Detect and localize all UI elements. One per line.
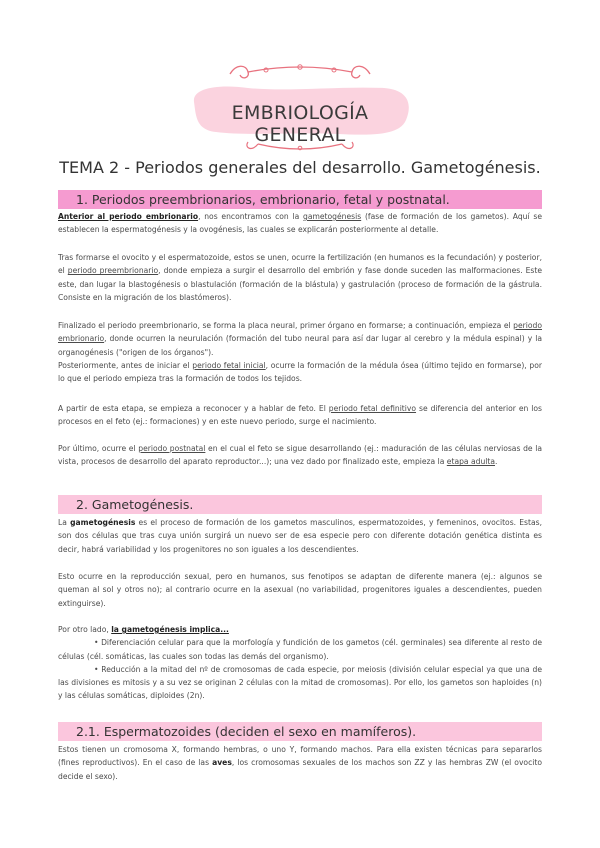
paragraph-8: Por otro lado, la gametogénesis implica... • Diferenciación celular para que la morfología y fundición de los gametos (cél. germinales) sea diferente al resto de células (cél. somáticas, las cuales son todas las demás del organismo). • Reducción a la mitad del nº de cromosomas de cada especie, por meiosis (división celular especial ya que una de las divisiones es mitosis y a su vez se originan 2 células con la mitad de cromosomas). Por ello, los gametos son haploides (n) y las células somáticas, diploides (2n). (58, 625, 542, 701)
banner-title: EMBRIOLOGÍA GENERAL (231, 102, 369, 146)
section-heading-2: 2. Gametogénesis. (58, 495, 542, 514)
bullet-1: • Diferenciación celular para que la morfología y fundición de los gametos (cél. germinales) sea diferente al resto de células (cél. somáticas, las cuales son todas las demás del organismo). (58, 638, 542, 661)
paragraph-9: Estos tienen un cromosoma X, formando hembras, o uno Y, formando machos. Para ella existen técnicas para separarlos (fines reproductivos). En el caso de las aves, los cromosomas sexuales de los machos son ZZ y las hembras ZW (el ovocito decide el sexo). (58, 745, 542, 781)
section-heading-1: 1. Periodos preembrionarios, embrionario, fetal y postnatal. (58, 190, 542, 209)
section-heading-2-1: 2.1. Espermatozoides (deciden el sexo en mamíferos). (58, 722, 542, 741)
paragraph-1-bold: Anterior al periodo embrionario (58, 212, 199, 221)
topic-title: TEMA 2 - Periodos generales del desarrollo. Gametogénesis. (59, 158, 541, 177)
paragraph-6: La gametogénesis es el proceso de formación de los gametos masculinos, espermatozoides, y femeninos, ovocitos. Estas, son dos células que tras cuya unión surgirá un nuevo ser de esa especie pero con diferente dotación genética distinta es decir, habrá variabilidad y los progenitores no son iguales a los descendientes. (58, 518, 542, 554)
paragraph-4: A partir de esta etapa, se empieza a reconocer y a hablar de feto. El periodo fetal definitivo se diferencia del anterior en los procesos en el feto (ej.: formaciones) y en este nuevo periodo, surge el nacimiento. (58, 404, 542, 427)
paragraph-1: Anterior al periodo embrionario, nos encontramos con la gametogénesis (fase de formación de los gametos). Aquí se establecen la espermatogénesis y la ovogénesis, las cuales se explicarán posteriormente al detalle. (58, 212, 542, 235)
paragraph-5: Por último, ocurre el periodo postnatal en el cual el feto se sigue desarrollando (ej.: maduración de las células nerviosas de la vista, procesos de desarrollo del aparato reproductor...); una vez dado por finalizado este, empieza la etapa adulta. (58, 444, 543, 467)
paragraph-3: Finalizado el periodo preembrionario, se forma la placa neural, primer órgano en formarse; a continuación, empieza el periodo embrionario, donde ocurren la neurulación (formación del tubo neural para así dar lugar al cerebro y la médula espinal) y la organogénesis ("origen de los órganos"). Posteriormente, antes de iniciar el periodo fetal inicial, ocurre la formación de la médula ósea (último tejido en formarse), por lo que el periodo empieza tras la formación de todos los tejidos. (58, 321, 542, 384)
paragraph-7: Esto ocurre en la reproducción sexual, pero en humanos, sus fenotipos se adaptan de diferente manera (ej.: algunos se queman al sol y otros no); al contrario ocurre en la asexual (no variabilidad, progenitores iguales a descendientes, pueden extinguirse). (58, 572, 542, 608)
title-banner (188, 62, 412, 154)
bullet-2: • Reducción a la mitad del nº de cromosomas de cada especie, por meiosis (división celular especial ya que una de las divisiones es mitosis y a su vez se originan 2 células con la mitad de cromosomas). Por ello, los gametos son haploides (n) y las células somáticas, diploides (2n). (58, 664, 542, 701)
paragraph-2: Tras formarse el ovocito y el espermatozoide, estos se unen, ocurre la fertilización (en humanos es la fecundación) y posterior, el periodo preembrionario, donde empieza a surgir el desarrollo del embrión y fase donde suceden las malformaciones. Este este, dan lugar la blastogénesis o blastulación (formación de la blástula) y gastrulación (proceso de formación de la gástrula. Consiste en la migración de los blastómeros). (58, 253, 543, 302)
